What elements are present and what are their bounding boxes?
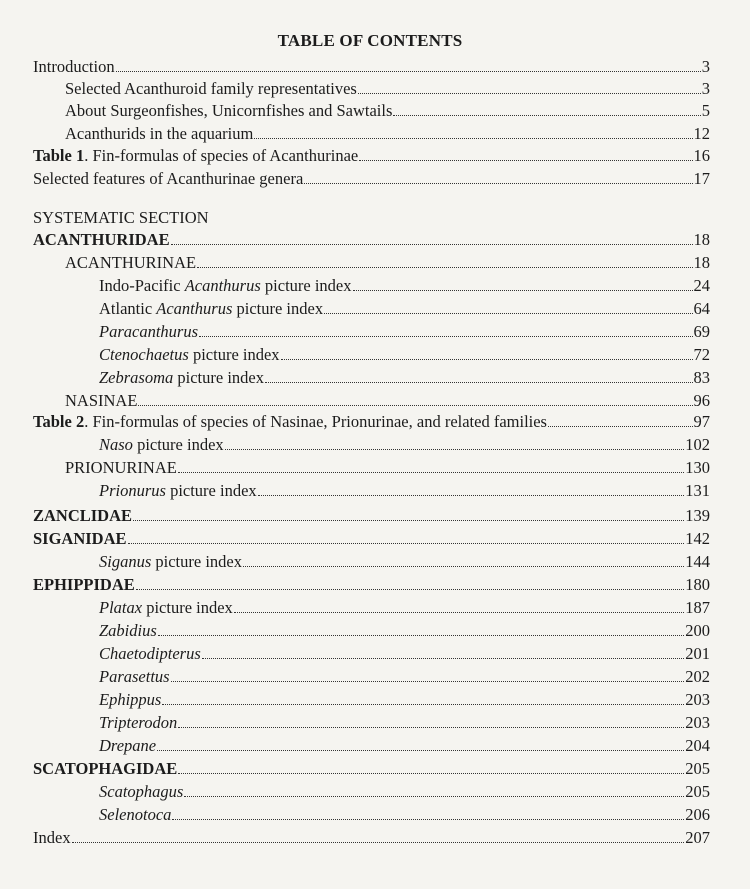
toc-entry-label <box>99 735 156 757</box>
toc-entry-text: Paracanthurus <box>99 322 198 341</box>
toc-entry <box>99 804 710 826</box>
toc-entry-text: . Fin-formulas of species of Nasinae, Prionurinae, and related families <box>84 412 547 431</box>
toc-entry-text: Platax <box>99 598 143 617</box>
toc-entry-text: Tripterodon <box>99 713 178 732</box>
toc-page-number: 200 <box>685 621 710 640</box>
dot-leader <box>304 182 692 184</box>
toc-page-number: 142 <box>685 529 710 548</box>
toc-entry-text: ZANCLIDAE <box>33 506 133 525</box>
toc-page-number: 12 <box>693 124 710 143</box>
toc-entry-text: Table 2 <box>33 412 85 431</box>
toc-entry-text: Ephippus <box>99 690 162 709</box>
toc-entry-text: Index <box>33 828 71 847</box>
dot-leader <box>254 137 692 139</box>
toc-entry-label <box>33 411 547 433</box>
toc-entry-label <box>99 620 157 642</box>
toc-entry-label <box>33 528 127 550</box>
toc-entry <box>33 168 710 190</box>
toc-entry <box>33 505 710 527</box>
toc-entry-text: picture index <box>142 598 233 617</box>
toc-page-number: 203 <box>685 713 710 732</box>
toc-entry-text: Table 1 <box>33 146 85 165</box>
dot-leader <box>136 588 684 590</box>
toc-entry <box>65 123 710 145</box>
toc-entry-text: Indo-Pacific <box>99 276 185 295</box>
toc-page-number: 131 <box>685 481 710 500</box>
toc-entry <box>99 434 710 456</box>
toc-entry-label <box>99 666 170 688</box>
toc-entry <box>99 480 710 502</box>
toc-entry <box>33 229 710 251</box>
dot-leader <box>548 425 693 427</box>
toc-entry <box>99 666 710 688</box>
toc-entry-label <box>33 168 303 190</box>
toc-entry-label <box>99 480 257 502</box>
dot-leader <box>178 772 684 774</box>
toc-entry-label <box>99 367 264 389</box>
toc-entry-label <box>33 56 115 78</box>
toc-entry-text: Acanthurids in the aquarium <box>65 124 254 143</box>
toc-entry-text: . Fin-formulas of species of Acanthurinae <box>84 146 359 165</box>
toc-entry-text: Acanthurus <box>184 276 261 295</box>
toc-entry <box>33 145 710 167</box>
dot-leader <box>258 494 685 496</box>
toc-entry <box>99 735 710 757</box>
toc-entry-text: NASINAE <box>65 391 138 410</box>
toc-entry <box>65 390 710 412</box>
dot-leader <box>197 266 692 268</box>
toc-page-number: 201 <box>685 644 710 663</box>
dot-leader <box>243 565 684 567</box>
toc-entry-label <box>99 643 201 665</box>
dot-leader <box>172 818 684 820</box>
toc-page-number: 202 <box>685 667 710 686</box>
toc-entry-label <box>65 100 392 122</box>
toc-page-number: 69 <box>693 322 710 341</box>
toc-entry <box>99 712 710 734</box>
toc-entry-text: SIGANIDAE <box>33 529 127 548</box>
toc-entry <box>33 411 710 433</box>
toc-entry <box>99 298 710 320</box>
toc-entry-text: SCATOPHAGIDAE <box>33 759 178 778</box>
toc-entry-text: Siganus <box>99 552 152 571</box>
toc-entry <box>65 457 710 479</box>
toc-entry-label <box>99 344 280 366</box>
toc-entry-label <box>99 434 224 456</box>
dot-leader <box>128 542 685 544</box>
toc-entry <box>99 344 710 366</box>
toc-entry-label <box>33 827 71 849</box>
toc-entry-label <box>65 457 177 479</box>
toc-entry-label <box>99 804 171 826</box>
toc-entry <box>65 100 710 122</box>
toc-entry-label <box>65 390 137 412</box>
dot-leader <box>199 335 693 337</box>
toc-entry-text: ACANTHURINAE <box>65 253 197 272</box>
toc-entry-text: picture index <box>132 435 224 454</box>
toc-entry <box>99 275 710 297</box>
toc-page-number: 206 <box>685 805 710 824</box>
dot-leader <box>171 680 685 682</box>
toc-page-number: 18 <box>693 253 710 272</box>
toc-entry-label <box>99 712 177 734</box>
toc-page-number: 64 <box>693 299 710 318</box>
toc-entry-label <box>99 298 323 320</box>
toc-page-number: 96 <box>693 391 710 410</box>
toc-page-number: 187 <box>685 598 710 617</box>
toc-entry <box>99 643 710 665</box>
toc-page-number: 3 <box>701 79 710 98</box>
toc-page-number: 5 <box>701 101 710 120</box>
dot-leader <box>178 471 684 473</box>
toc-entry-label <box>65 252 196 274</box>
toc-entry-text: Selected features of Acanthurinae genera <box>33 169 304 188</box>
toc-entry-text: Introduction <box>33 57 115 76</box>
toc-page-number: 83 <box>693 368 710 387</box>
toc-page-number: 16 <box>693 146 710 165</box>
toc-entry <box>99 620 710 642</box>
dot-leader <box>158 634 684 636</box>
toc-entry-text: picture index <box>188 345 280 364</box>
toc-page-number: 204 <box>685 736 710 755</box>
toc-page-number: 205 <box>685 782 710 801</box>
toc-entry-text: EPHIPPIDAE <box>33 575 135 594</box>
dot-leader <box>157 749 684 751</box>
toc-entry-label <box>99 275 352 297</box>
toc-entry-text: Zabidius <box>99 621 157 640</box>
toc-page-number: 130 <box>685 458 710 477</box>
toc-entry-label <box>65 78 357 100</box>
toc-entry-text: Zebrasoma <box>99 368 174 387</box>
toc-entry-text: PRIONURINAE <box>65 458 177 477</box>
toc-entry-text: Acanthurus <box>156 299 233 318</box>
toc-entry-label <box>99 321 198 343</box>
toc-entry-text: picture index <box>165 481 257 500</box>
toc-page-number: 72 <box>693 345 710 364</box>
toc-entry-text: Selected Acanthuroid family representatives <box>65 79 357 98</box>
toc-entry-label <box>33 145 358 167</box>
toc-page-number: 144 <box>685 552 710 571</box>
toc-page-number: 18 <box>693 230 710 249</box>
toc-entry <box>99 781 710 803</box>
toc-entry <box>33 56 710 78</box>
dot-leader <box>358 92 701 94</box>
toc-entry-text: About Surgeonfishes, Unicornfishes and Sawtails <box>65 101 393 120</box>
toc-entry <box>33 574 710 596</box>
toc-entry <box>33 827 710 849</box>
toc-entry <box>33 758 710 780</box>
toc-entry-text: Selenotoca <box>99 805 172 824</box>
toc-entry-text: picture index <box>151 552 242 571</box>
toc-page-number: 203 <box>685 690 710 709</box>
toc-entry <box>99 321 710 343</box>
toc-entry-label <box>99 689 161 711</box>
toc-page-number: 97 <box>693 412 710 431</box>
toc-entry <box>99 367 710 389</box>
dot-leader <box>281 358 693 360</box>
dot-leader <box>225 448 685 450</box>
toc-entry <box>65 252 710 274</box>
systematic-section-heading: SYSTEMATIC SECTION <box>33 208 209 227</box>
toc-entry-label <box>33 574 135 596</box>
toc-entry <box>65 78 710 100</box>
toc-entry-label <box>99 781 183 803</box>
toc-entry-text: picture index <box>260 276 352 295</box>
toc-page-number: 139 <box>685 506 710 525</box>
toc-page-number: 17 <box>693 169 710 188</box>
toc-entry <box>33 528 710 550</box>
toc-entry-label <box>65 123 253 145</box>
toc-entry-text: Scatophagus <box>99 782 184 801</box>
dot-leader <box>265 381 693 383</box>
toc-entry-text: Drepane <box>99 736 157 755</box>
toc-page-number: 3 <box>701 57 710 76</box>
toc-entry-text: picture index <box>232 299 324 318</box>
dot-leader <box>72 841 685 843</box>
toc-page-number: 102 <box>685 435 710 454</box>
dot-leader <box>359 159 692 161</box>
toc-entry-label <box>99 551 242 573</box>
toc-entry-text: Prionurus <box>99 481 166 500</box>
toc-page-number: 24 <box>693 276 710 295</box>
toc-entry <box>99 551 710 573</box>
dot-leader <box>184 795 684 797</box>
toc-entry-label <box>33 229 170 251</box>
toc-page-number: 207 <box>685 828 710 847</box>
toc-entry-text: Ctenochaetus <box>99 345 189 364</box>
toc-entry-text: picture index <box>173 368 264 387</box>
toc-entry <box>99 597 710 619</box>
toc-entry-label <box>33 758 177 780</box>
dot-leader <box>162 703 684 705</box>
toc-page-number: 205 <box>685 759 710 778</box>
toc-entry-text: ACANTHURIDAE <box>33 230 170 249</box>
page-title: TABLE OF CONTENTS <box>277 31 463 50</box>
toc-entry-label <box>99 597 233 619</box>
toc-entry-text: Parasettus <box>99 667 170 686</box>
dot-leader <box>324 312 692 314</box>
dot-leader <box>171 243 693 245</box>
dot-leader <box>353 289 693 291</box>
toc-entry <box>99 689 710 711</box>
toc-entry-text: Atlantic <box>99 299 157 318</box>
dot-leader <box>393 114 700 116</box>
dot-leader <box>234 611 684 613</box>
dot-leader <box>133 519 684 521</box>
dot-leader <box>178 726 684 728</box>
toc-entry-label <box>33 505 132 527</box>
dot-leader <box>116 70 701 72</box>
toc-page-number: 180 <box>685 575 710 594</box>
dot-leader <box>138 404 692 406</box>
toc-entry-text: Chaetodipterus <box>99 644 201 663</box>
dot-leader <box>202 657 685 659</box>
toc-entry-text: Naso <box>99 435 133 454</box>
